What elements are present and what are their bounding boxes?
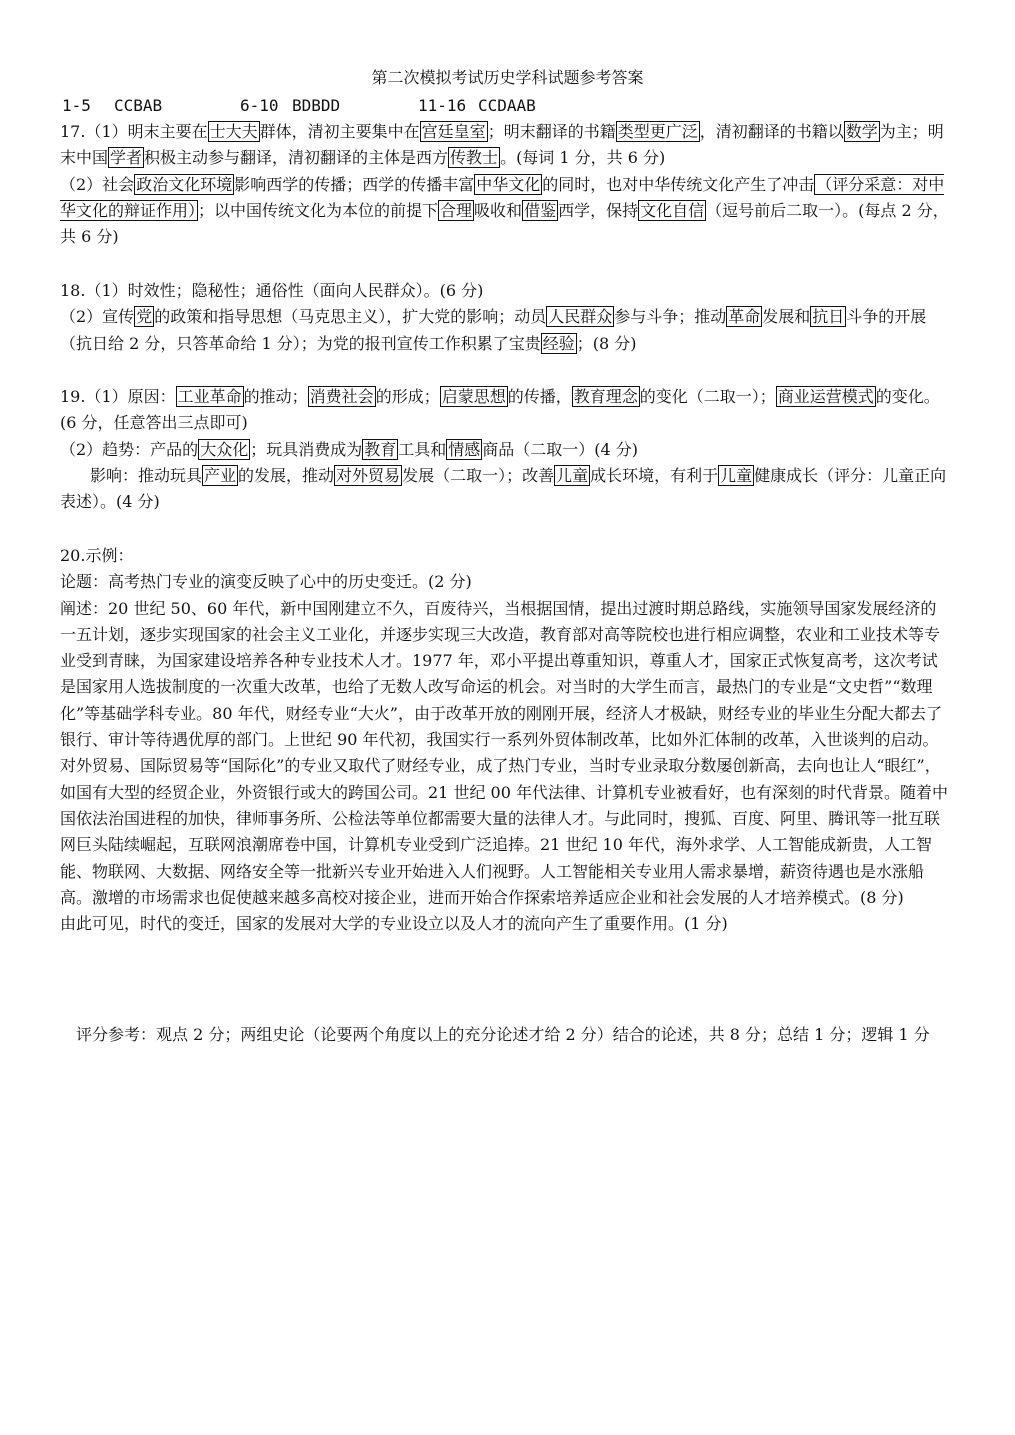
answer-text: （2）宣传	[60, 307, 135, 327]
boxed-keyword: 中华文化	[476, 174, 541, 194]
boxed-keyword: 革命	[728, 307, 761, 327]
mcq-answers: BDBDD	[292, 96, 341, 115]
answer-text: 工具和	[398, 439, 447, 459]
boxed-keyword: 大众化	[200, 439, 249, 459]
boxed-keyword: 情感	[448, 439, 481, 459]
q20-body: 阐述：20 世纪 50、60 年代，新中国刚建立不久，百废待兴，当根据国情，提出过渡时期总路线，实施领导国家发展经济的一五计划，逐步实现国家的社会主义工业化，并逐步实现三大改造，教育部对高等院校也进行相应调整，农业和工业技术等专业受到青睐，为国家建设培养各种专业技术人才。1977 年，邓小平提出尊重知识，尊重人才，国家正式恢复高考，这次考试是国家用人选拔制度的一次重大改革，也给了无数人改写命运的机会。对当时的大学生而言，最热门的专业是“文史哲”“数理化”等基础学科专业。80 年代，财经专业“大火”，由于改革开放的刚刚开展，经济人才极缺，财经专业的毕业生分配大都去了银行、审计等待遇优厚的部门。上世纪 90 年代初，我国实行一系列外贸体制改革，比如外汇体制的改革，入世谈判的启动。对外贸易、国际贸易等“国际化”的专业又取代了财经专业，成了热门专业，当时专业录取分数屡创新高，去向也让人“眼红”，如国有大型的经贸企业，外资银行或大的跨国公司。21 世纪 00 年代法律、计算机专业被看好，也有深刻的时代背景。随着中国依法治国进程的加快，律师事务所、公检法等单位都需要大量的法律人才。与此同时，搜狐、百度、阿里、腾讯等一批互联网巨头陆续崛起，互联网浪潮席卷中国，计算机专业受到广泛追捧。21 世纪 10 年代，海外求学、人工智能成新贵，人工智能、物联网、大数据、网络安全等一批新兴专业开始进入人们视野。人工智能相关专业用人需求暴增，薪资待遇也是水涨船高。激增的市场需求也促使越来越多高校对接企业，进而开始合作探索培养适应企业和社会发展的人才培养模式。(8 分)	[60, 598, 948, 907]
answer-text: 的变化（二取一）；	[639, 387, 776, 406]
mcq-range: 11-16	[418, 96, 467, 115]
question-19	[60, 384, 952, 515]
q19-part2	[60, 437, 952, 463]
answer-text: 商品（二取一）(4 分)	[482, 439, 639, 459]
mcq-range: 6-10	[240, 96, 279, 115]
boxed-keyword: 人民群众	[548, 307, 613, 327]
mcq-answers: CCBAB	[114, 96, 163, 115]
answer-text: 影响：推动玩具	[90, 465, 203, 485]
boxed-keyword: 对外贸易	[336, 465, 401, 485]
boxed-keyword: 产业	[204, 465, 237, 485]
answer-text: 西学，保持	[558, 200, 639, 220]
answer-text: 19.（1）原因：	[60, 387, 176, 406]
q19-part3	[60, 463, 952, 516]
answer-text: 发展（二取一）；改善	[402, 465, 555, 485]
answer-text: 吸收和	[474, 200, 523, 220]
answer-text: 影响西学的传播；西学的传播丰富	[234, 174, 475, 194]
boxed-keyword: 文化自信	[640, 200, 705, 220]
multiple-choice-answers	[62, 94, 536, 118]
answer-text: 的变化。(6 分，任意答出三点即可)	[60, 387, 940, 433]
q20-thesis: 论题：高考热门专业的演变反映了心中的历史变迁。(2 分)	[60, 572, 472, 592]
q19-part3-text	[60, 465, 946, 511]
page-title: 第二次模拟考试历史学科试题参考答案	[371, 68, 644, 87]
boxed-keyword: 商业运营模式	[777, 387, 874, 406]
answer-text: 发展和	[762, 307, 811, 327]
answer-text: 的传播，	[507, 387, 572, 406]
q20-conclusion: 由此可见，时代的变迁，国家的发展对大学的专业设立以及人才的流向产生了重要作用。(1 分)	[60, 914, 728, 934]
answer-text: 为主；明末中国	[60, 122, 944, 168]
answer-text: 成长环境，有利于	[590, 465, 719, 485]
boxed-keyword: 类型更广泛	[617, 122, 698, 141]
boxed-keyword: 宫廷皇室	[421, 122, 486, 141]
boxed-keyword: 合理	[440, 200, 473, 220]
answer-text: ；明末翻译的书籍	[487, 122, 616, 141]
answer-text: 的发展，推动	[238, 465, 335, 485]
answer-text: 的政策和指导思想（马克思主义），扩大党的影响；动员	[154, 307, 547, 327]
boxed-keyword: 借鉴	[524, 200, 557, 220]
boxed-keyword: 儿童	[720, 465, 753, 485]
answer-text: 群体，清初主要集中在	[259, 122, 420, 141]
boxed-keyword: 学者	[110, 148, 143, 168]
boxed-keyword: 启蒙思想	[441, 387, 506, 406]
answer-text: 的形成；	[375, 387, 440, 406]
answer-text: ；玩具消费成为	[250, 439, 363, 459]
boxed-keyword: 士大夫	[209, 122, 258, 141]
boxed-keyword: 经验	[542, 333, 575, 353]
q17-part2	[60, 172, 952, 251]
answer-text: 参与斗争；推动	[614, 307, 727, 327]
answer-text: 斗争的开展（抗日给 2 分，只答革命给 1 分）；为党的报刊宣传工作积累了宝贵	[60, 307, 927, 353]
answer-text: （2）趋势：产品的	[60, 439, 199, 459]
answer-text: （2）社会	[60, 174, 135, 194]
boxed-keyword: 教育	[364, 439, 397, 459]
answer-text: 18.（1）时效性；隐秘性；通俗性（面向人民群众）。(6 分)	[60, 281, 484, 300]
question-18	[60, 278, 952, 357]
answer-text: 的推动；	[243, 387, 308, 406]
answer-text: ；以中国传统文化为本位的前提下	[198, 200, 439, 220]
scoring-reference	[60, 1022, 952, 1048]
boxed-keyword: 数学	[845, 122, 878, 141]
answer-text: 健康成长（评分：儿童正向表述）。(4 分)	[60, 465, 947, 512]
answer-text: 17.（1）明末主要在	[60, 122, 208, 141]
answer-text: 。(每词 1 分，共 6 分)	[500, 148, 666, 168]
mcq-range: 1-5	[62, 96, 91, 115]
answer-text: ；(8 分)	[576, 333, 637, 353]
question-17	[60, 119, 952, 250]
boxed-keyword: 传教士	[450, 148, 499, 168]
q19-part1	[60, 384, 952, 437]
q18-part1	[60, 278, 952, 304]
boxed-keyword: 消费社会	[309, 387, 374, 406]
boxed-keyword: 抗日	[812, 307, 845, 327]
mcq-answers: CCDAAB	[478, 96, 536, 115]
boxed-keyword: 政治文化环境	[136, 174, 233, 194]
answer-text: 的同时，也对中华传统文化产生了冲击	[542, 174, 815, 194]
boxed-keyword: 党	[136, 307, 153, 327]
question-20	[60, 543, 952, 937]
answer-text: 积极主动参与翻译，清初翻译的主体是西方	[144, 148, 449, 168]
q20-header: 20.示例：	[60, 546, 134, 565]
answer-text: ，清初翻译的书籍以	[699, 122, 844, 141]
answer-text: （逗号前后二取一）。(每点 2 分，共 6 分)	[60, 200, 949, 247]
boxed-keyword: 工业革命	[177, 387, 242, 406]
boxed-keyword: （评分采意：对中华文化的辩证作用）	[60, 174, 945, 220]
q18-part2	[60, 304, 952, 357]
scoring-text: 评分参考：观点 2 分；两组史论（论要两个角度以上的充分论述才给 2 分）结合的论述，共 8 分；总结 1 分；逻辑 1 分	[76, 1025, 930, 1044]
boxed-keyword: 教育理念	[573, 387, 638, 406]
q17-part1	[60, 119, 952, 172]
boxed-keyword: 儿童	[556, 465, 589, 485]
